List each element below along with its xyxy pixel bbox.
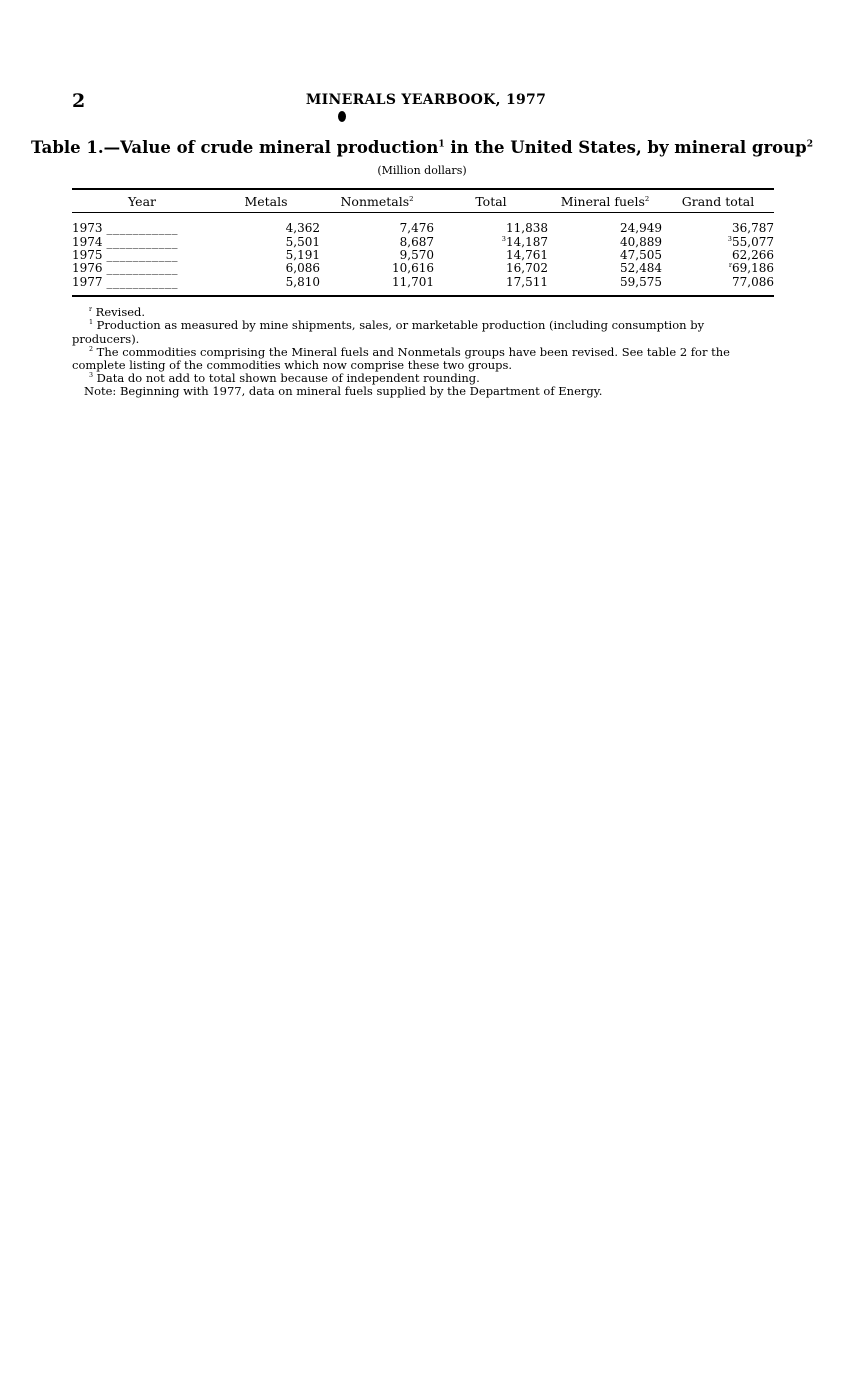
- metals-value: 5,501: [285, 234, 320, 249]
- cell-grand-total: [662, 212, 774, 235]
- table-title-text-2: in the United States, by mineral group: [444, 138, 807, 157]
- total-value: 11,838: [506, 221, 548, 236]
- column-header-metals: Metals: [244, 193, 288, 209]
- footnote-text: Data do not add to total shown because of independent rounding.: [93, 371, 480, 386]
- cell-total: [434, 212, 548, 235]
- dot-leader: ___________: [106, 261, 179, 276]
- metals-value: 6,086: [285, 261, 320, 276]
- mineral-fuels-value: 40,889: [620, 234, 662, 249]
- year-value: 1973: [72, 221, 103, 236]
- table-body: [72, 212, 774, 289]
- cell-total: [434, 235, 548, 248]
- metals-value: 5,191: [285, 247, 320, 262]
- cell-grand-total: [662, 235, 774, 248]
- grand-total-value: 36,787: [732, 221, 774, 236]
- grand-total-footnote-mark: r: [728, 261, 732, 270]
- year-value: 1977: [72, 274, 103, 289]
- dot-leader: ___________: [106, 221, 179, 236]
- total-value: 14,187: [506, 234, 548, 249]
- column-header-mineral-fuels-footnote: 2: [644, 194, 650, 203]
- column-header-year: Year: [128, 193, 156, 209]
- table-header-row: [72, 190, 774, 212]
- dot-leader: ___________: [106, 274, 179, 289]
- total-value: 16,702: [506, 261, 548, 276]
- footnote-revised: [72, 306, 774, 319]
- dot-leader: ___________: [106, 234, 179, 249]
- mineral-fuels-value: 52,484: [620, 261, 662, 276]
- column-header-nonmetals-footnote: 2: [409, 194, 414, 203]
- table-row: [72, 212, 774, 235]
- cell-year: [72, 262, 212, 275]
- column-header-nonmetals-label: Nonmetals: [340, 193, 410, 209]
- cell-year: [72, 249, 212, 262]
- grand-total-value: 69,186: [732, 261, 774, 276]
- cell-mineral-fuels: [548, 276, 662, 289]
- cell-grand-total: [662, 262, 774, 275]
- cell-grand-total: [662, 249, 774, 262]
- running-title: MINERALS YEARBOOK, 1977: [305, 92, 547, 108]
- total-value: 14,761: [506, 247, 548, 262]
- metals-value: 4,362: [285, 221, 320, 236]
- metals-value: 5,810: [285, 274, 320, 289]
- footnote-mark: r: [89, 306, 93, 314]
- column-header-total: Total: [475, 193, 507, 209]
- cell-total: [434, 249, 548, 262]
- nonmetals-value: 11,701: [392, 274, 434, 289]
- cell-nonmetals: [320, 249, 434, 262]
- footnote-mark: 1: [89, 319, 94, 327]
- column-header-mineral-fuels: [548, 190, 662, 212]
- cell-mineral-fuels: [548, 249, 662, 262]
- grand-total-value: 62,266: [732, 247, 774, 262]
- footnote-text: Revised.: [92, 305, 146, 319]
- footnote-1: [72, 319, 774, 346]
- mineral-fuels-value: 47,505: [620, 247, 662, 262]
- table-title: [0, 138, 844, 157]
- table-title-footnote-2: 2: [806, 138, 814, 150]
- cell-total: [434, 276, 548, 289]
- nonmetals-value: 7,476: [399, 221, 434, 236]
- cell-nonmetals: [320, 276, 434, 289]
- cell-metals: [212, 262, 320, 275]
- cell-mineral-fuels: [548, 235, 662, 248]
- footnotes: [72, 306, 774, 386]
- dot-leader: ___________: [106, 247, 179, 262]
- cell-total: [434, 262, 548, 275]
- table-row: [72, 262, 774, 275]
- mineral-fuels-value: 24,949: [620, 221, 662, 236]
- table-row: [72, 249, 774, 262]
- total-value: 17,511: [506, 274, 548, 289]
- cell-nonmetals: [320, 212, 434, 235]
- nonmetals-value: 8,687: [399, 234, 434, 249]
- page-number: 2: [72, 90, 86, 112]
- cell-year: [72, 212, 212, 235]
- table-row: [72, 276, 774, 289]
- column-header-nonmetals: [320, 190, 434, 212]
- cell-nonmetals: [320, 235, 434, 248]
- cell-metals: [212, 276, 320, 289]
- grand-total-value: 77,086: [732, 274, 774, 289]
- column-header-grand-total: Grand total: [681, 193, 755, 209]
- year-value: 1975: [72, 247, 103, 262]
- footnote-text: The commodities comprising the Mineral fuels and Nonmetals groups have been revised. See table 2 for the complete listing of the commodities which now comprise these two groups.: [72, 344, 730, 373]
- table-units: (Million dollars): [377, 164, 467, 177]
- cell-nonmetals: [320, 262, 434, 275]
- year-value: 1974: [72, 234, 103, 249]
- grand-total-value: 55,077: [732, 234, 774, 249]
- cell-grand-total: [662, 276, 774, 289]
- cell-year: [72, 276, 212, 289]
- cell-metals: [212, 249, 320, 262]
- source-note: Note: Beginning with 1977, data on mineral fuels supplied by the Department of Energy.: [84, 384, 603, 398]
- cell-metals: [212, 212, 320, 235]
- grand-total-footnote-mark: 3: [727, 234, 732, 243]
- production-table: [72, 190, 774, 289]
- cell-year: [72, 235, 212, 248]
- cell-mineral-fuels: [548, 212, 662, 235]
- total-footnote-mark: 3: [501, 234, 506, 243]
- table-row: [72, 235, 774, 248]
- cell-metals: [212, 235, 320, 248]
- footnote-mark: 3: [89, 372, 94, 380]
- nonmetals-value: 9,570: [399, 247, 434, 262]
- cell-mineral-fuels: [548, 262, 662, 275]
- column-header-mineral-fuels-label: Mineral fuels: [560, 193, 645, 209]
- ink-blot: [338, 111, 346, 122]
- nonmetals-value: 10,616: [392, 261, 434, 276]
- table-bottom-rule: [72, 295, 774, 297]
- year-value: 1976: [72, 261, 103, 276]
- footnote-2: [72, 346, 774, 373]
- table-title-text: Table 1.—Value of crude mineral production: [30, 138, 439, 157]
- footnote-text: Production as measured by mine shipments, sales, or marketable production (including consumption by producers).: [72, 318, 705, 346]
- table-title-footnote-1: 1: [438, 138, 445, 150]
- footnote-mark: 2: [89, 346, 94, 354]
- mineral-fuels-value: 59,575: [620, 274, 662, 289]
